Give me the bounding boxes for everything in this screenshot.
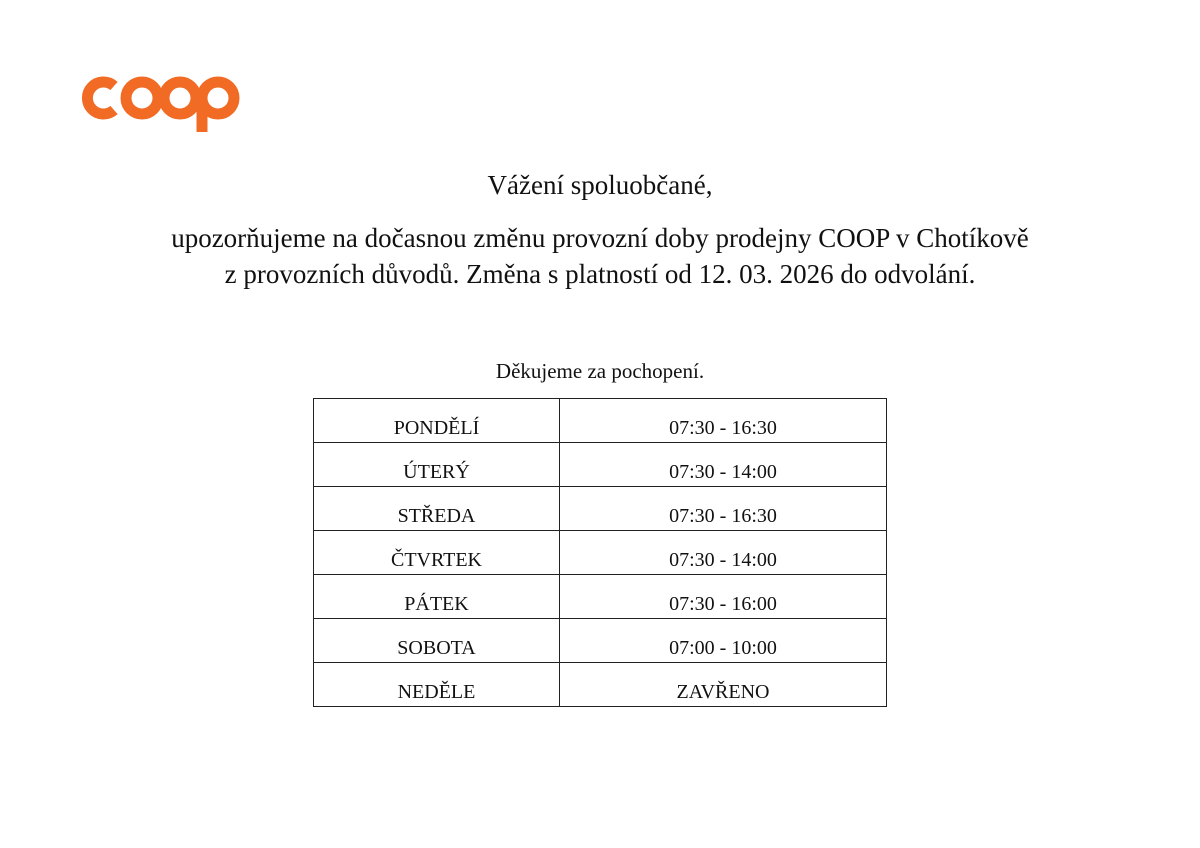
time-cell: 07:30 - 16:00 [560,575,887,619]
coop-logo-icon [76,66,242,136]
day-cell: NEDĚLE [314,663,560,707]
day-cell: PÁTEK [314,575,560,619]
table-row [314,399,887,443]
time-cell: 07:30 - 14:00 [560,531,887,575]
table-row [314,443,887,487]
notice-line-2: z provozních důvodů. Změna s platností od 12. 03. 2026 do odvolání. [224,259,976,289]
time-cell: 07:30 - 16:30 [560,399,887,443]
coop-logo [76,66,242,136]
notice-line-1: upozorňujeme na dočasnou změnu provozní doby prodejny COOP v Chotíkově [171,223,1029,253]
time-cell: 07:00 - 10:00 [560,619,887,663]
day-cell: SOBOTA [314,619,560,663]
table-row [314,487,887,531]
time-cell: 07:30 - 16:30 [560,487,887,531]
notice-text [0,220,1200,292]
thanks-text: Děkujeme za pochopení. [495,359,705,383]
greeting: Vážení spoluobčané, [487,170,713,200]
table-row [314,663,887,707]
opening-hours-table [313,398,887,707]
table-row [314,619,887,663]
day-cell: PONDĚLÍ [314,399,560,443]
time-cell: 07:30 - 14:00 [560,443,887,487]
day-cell: ČTVRTEK [314,531,560,575]
day-cell: ÚTERÝ [314,443,560,487]
day-cell: STŘEDA [314,487,560,531]
table-row [314,531,887,575]
table-row [314,575,887,619]
time-cell: ZAVŘENO [560,663,887,707]
